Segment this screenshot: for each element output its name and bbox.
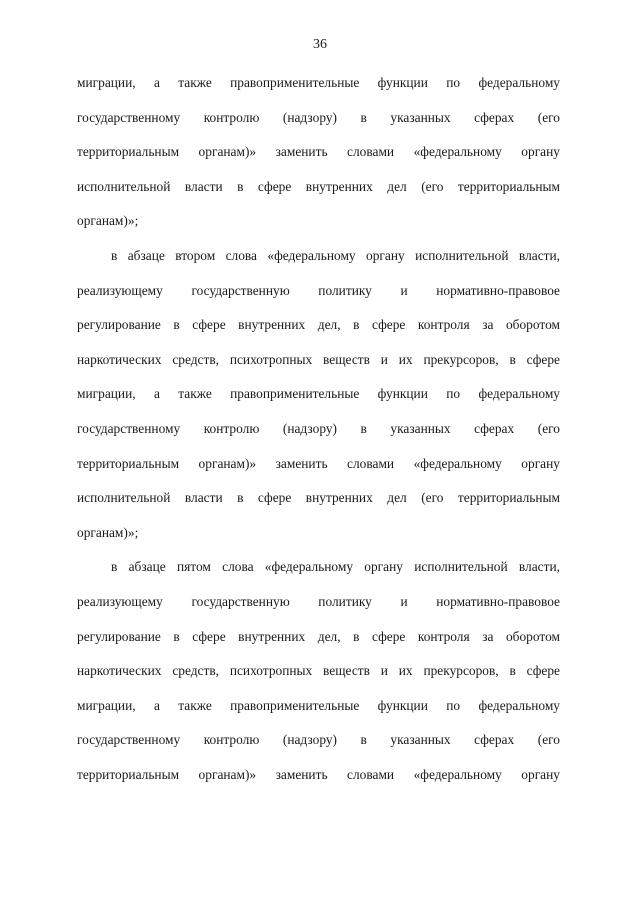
text-line: исполнительной власти в сфере внутренних дел (его территориальным	[77, 178, 560, 194]
text-line: государственному контролю (надзору) в указанных сферах (его	[77, 732, 560, 748]
text-line: миграции, а также правоприменительные функции по федеральному	[77, 386, 560, 402]
text-line: органам)»;	[77, 524, 139, 540]
text-line: регулирование в сфере внутренних дел, в сфере контроля за оборотом	[77, 317, 560, 333]
text-line: в абзаце пятом слова «федеральному органу исполнительной власти,	[111, 559, 560, 575]
text-line: исполнительной власти в сфере внутренних дел (его территориальным	[77, 490, 560, 506]
text-line: регулирование в сфере внутренних дел, в сфере контроля за оборотом	[77, 628, 560, 644]
text-line: территориальным органам)» заменить словами «федеральному органу	[77, 766, 560, 782]
page-number: 36	[313, 37, 327, 52]
text-line: миграции, а также правоприменительные функции по федеральному	[77, 697, 560, 713]
text-line: наркотических средств, психотропных веществ и их прекурсоров, в сфере	[77, 663, 560, 679]
text-line: территориальным органам)» заменить словами «федеральному органу	[77, 455, 560, 471]
text-line: государственному контролю (надзору) в указанных сферах (его	[77, 420, 560, 436]
text-line: наркотических средств, психотропных веществ и их прекурсоров, в сфере	[77, 351, 560, 367]
text-line: территориальным органам)» заменить словами «федеральному органу	[77, 144, 560, 160]
text-line: государственному контролю (надзору) в указанных сферах (его	[77, 109, 560, 125]
text-line: реализующему государственную политику и нормативно-правовое	[77, 282, 560, 298]
text-line: в абзаце втором слова «федеральному органу исполнительной власти,	[111, 247, 560, 263]
text-line: реализующему государственную политику и нормативно-правовое	[77, 593, 560, 609]
text-line: органам)»;	[77, 213, 139, 229]
text-line: миграции, а также правоприменительные функции по федеральному	[77, 75, 560, 90]
document-body	[77, 72, 560, 798]
